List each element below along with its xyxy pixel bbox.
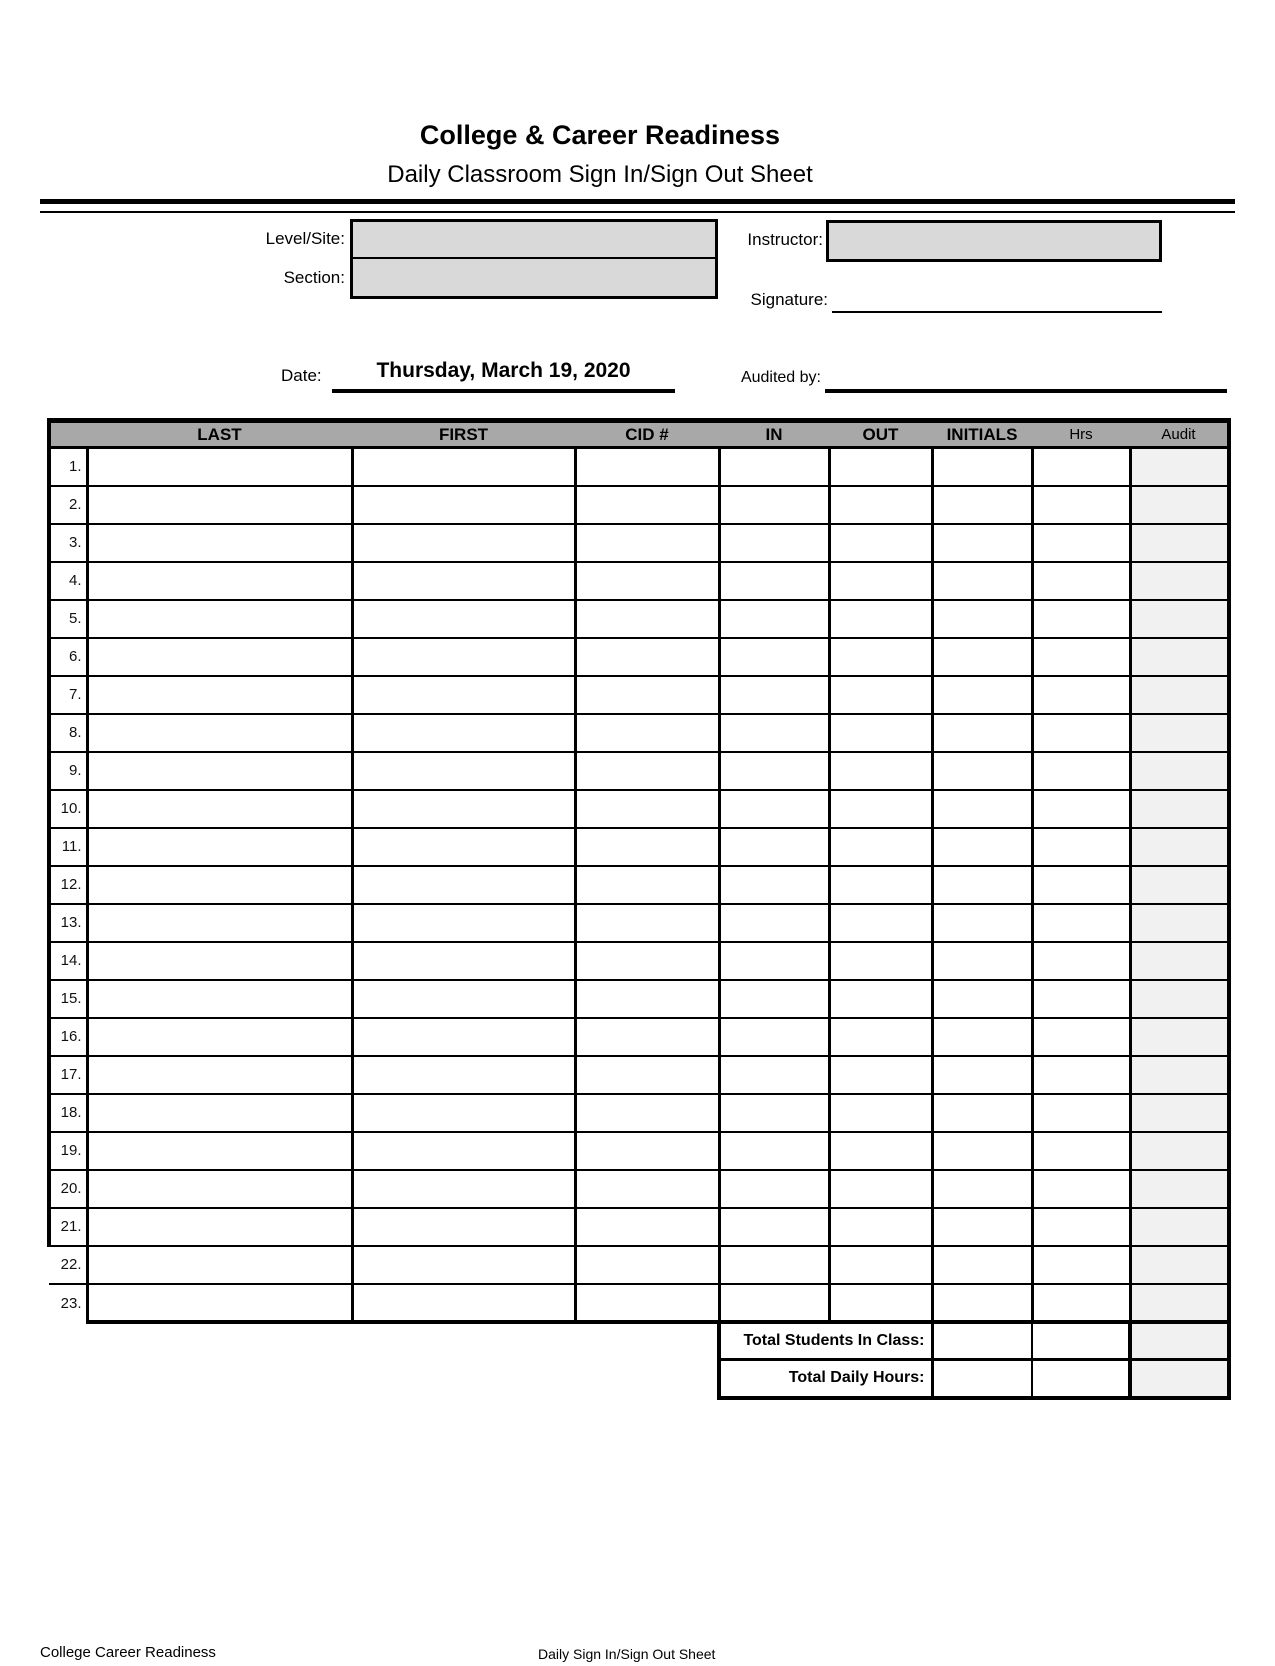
- cell-first[interactable]: [352, 676, 575, 714]
- cell-audit[interactable]: [1130, 1208, 1229, 1246]
- cell-initials[interactable]: [932, 1284, 1032, 1322]
- cell-initials[interactable]: [932, 600, 1032, 638]
- level-site-section-box-group: [350, 219, 718, 299]
- cell-cid[interactable]: [575, 866, 719, 904]
- cell-first[interactable]: [352, 1284, 575, 1322]
- table-row: [49, 1246, 1229, 1284]
- cell-cid[interactable]: [575, 1208, 719, 1246]
- row-number: 20.: [49, 1170, 87, 1208]
- table-row: [49, 866, 1229, 904]
- row-number: 22.: [49, 1246, 87, 1284]
- cell-audit[interactable]: [1130, 448, 1229, 486]
- audited-by-line[interactable]: [825, 389, 1227, 393]
- cell-out[interactable]: [829, 486, 932, 524]
- table-row: [49, 1094, 1229, 1132]
- cell-out[interactable]: [829, 1170, 932, 1208]
- cell-first[interactable]: [352, 1018, 575, 1056]
- cell-initials[interactable]: [932, 1170, 1032, 1208]
- cell-audit[interactable]: [1130, 714, 1229, 752]
- cell-in[interactable]: [719, 600, 829, 638]
- cell-initials[interactable]: [932, 1056, 1032, 1094]
- cell-cid[interactable]: [575, 524, 719, 562]
- cell-cid[interactable]: [575, 1284, 719, 1322]
- cell-initials[interactable]: [932, 828, 1032, 866]
- row-number: 19.: [49, 1132, 87, 1170]
- cell-last[interactable]: [87, 904, 352, 942]
- cell-in[interactable]: [719, 562, 829, 600]
- date-underline: [332, 389, 675, 393]
- cell-hrs[interactable]: [1032, 524, 1130, 562]
- table-row: [49, 980, 1229, 1018]
- cell-hrs[interactable]: [1032, 562, 1130, 600]
- section-label: Section:: [283, 268, 345, 287]
- cell-audit[interactable]: [1130, 828, 1229, 866]
- cell-hrs[interactable]: [1032, 1284, 1130, 1322]
- table-body: [49, 448, 1229, 1398]
- cell-audit[interactable]: [1130, 942, 1229, 980]
- cell-audit[interactable]: [1130, 790, 1229, 828]
- cell-audit[interactable]: [1130, 1132, 1229, 1170]
- cell-out[interactable]: [829, 752, 932, 790]
- total-students-label: Total Students In Class:: [719, 1322, 932, 1360]
- cell-in[interactable]: [719, 1246, 829, 1284]
- cell-in[interactable]: [719, 1208, 829, 1246]
- table-row: [49, 1170, 1229, 1208]
- cell-last[interactable]: [87, 1284, 352, 1322]
- row-number: 2.: [49, 486, 87, 524]
- sign-in-table: [47, 418, 1231, 1400]
- cell-hrs[interactable]: [1032, 714, 1130, 752]
- cell-in[interactable]: [719, 676, 829, 714]
- cell-cid[interactable]: [575, 1170, 719, 1208]
- table-row: [49, 562, 1229, 600]
- cell-out[interactable]: [829, 1208, 932, 1246]
- cell-hrs[interactable]: [1032, 1208, 1130, 1246]
- cell-first[interactable]: [352, 1132, 575, 1170]
- row-number: 6.: [49, 638, 87, 676]
- total-students-value-cell[interactable]: [932, 1322, 1032, 1360]
- cell-first[interactable]: [352, 790, 575, 828]
- cell-in[interactable]: [719, 1132, 829, 1170]
- table-row: [49, 1132, 1229, 1170]
- cell-last[interactable]: [87, 828, 352, 866]
- cell-audit[interactable]: [1130, 600, 1229, 638]
- col-header-in: IN: [719, 421, 829, 448]
- row-number: 4.: [49, 562, 87, 600]
- cell-last[interactable]: [87, 1246, 352, 1284]
- cell-last[interactable]: [87, 1056, 352, 1094]
- table-row: [49, 448, 1229, 486]
- table-row: [49, 752, 1229, 790]
- col-header-hrs: Hrs: [1032, 421, 1130, 448]
- row-number: 5.: [49, 600, 87, 638]
- col-header-out: OUT: [829, 421, 932, 448]
- cell-out[interactable]: [829, 448, 932, 486]
- cell-last[interactable]: [87, 562, 352, 600]
- cell-initials[interactable]: [932, 1018, 1032, 1056]
- total-hours-hrs-cell[interactable]: [1032, 1360, 1130, 1398]
- level-site-field[interactable]: [353, 222, 715, 259]
- row-number: 12.: [49, 866, 87, 904]
- cell-audit[interactable]: [1130, 486, 1229, 524]
- date-value: Thursday, March 19, 2020: [376, 359, 631, 382]
- total-hours-label: Total Daily Hours:: [719, 1360, 932, 1398]
- cell-out[interactable]: [829, 866, 932, 904]
- cell-initials[interactable]: [932, 1208, 1032, 1246]
- cell-initials[interactable]: [932, 638, 1032, 676]
- cell-first[interactable]: [352, 562, 575, 600]
- cell-cid[interactable]: [575, 638, 719, 676]
- cell-first[interactable]: [352, 942, 575, 980]
- cell-out[interactable]: [829, 714, 932, 752]
- table-row: [49, 1018, 1229, 1056]
- row-number: 14.: [49, 942, 87, 980]
- cell-in[interactable]: [719, 904, 829, 942]
- row-number: 23.: [49, 1284, 87, 1322]
- table-row: [49, 1208, 1229, 1246]
- col-header-cid: CID #: [575, 421, 719, 448]
- cell-last[interactable]: [87, 980, 352, 1018]
- col-header-number: [49, 421, 87, 448]
- cell-cid[interactable]: [575, 790, 719, 828]
- cell-first[interactable]: [352, 980, 575, 1018]
- cell-cid[interactable]: [575, 904, 719, 942]
- cell-out[interactable]: [829, 562, 932, 600]
- cell-audit[interactable]: [1130, 524, 1229, 562]
- cell-cid[interactable]: [575, 562, 719, 600]
- cell-in[interactable]: [719, 980, 829, 1018]
- cell-hrs[interactable]: [1032, 1056, 1130, 1094]
- table-row: [49, 486, 1229, 524]
- cell-initials[interactable]: [932, 866, 1032, 904]
- cell-last[interactable]: [87, 524, 352, 562]
- page-subtitle: Daily Classroom Sign In/Sign Out Sheet: [387, 161, 813, 188]
- cell-last[interactable]: [87, 638, 352, 676]
- sign-in-table-container: [47, 418, 1231, 1400]
- cell-cid[interactable]: [575, 1246, 719, 1284]
- cell-out[interactable]: [829, 904, 932, 942]
- cell-audit[interactable]: [1130, 1056, 1229, 1094]
- cell-cid[interactable]: [575, 600, 719, 638]
- cell-audit[interactable]: [1130, 1018, 1229, 1056]
- cell-in[interactable]: [719, 1056, 829, 1094]
- section-field[interactable]: [353, 259, 715, 296]
- level-site-label: Level/Site:: [265, 229, 345, 248]
- table-row: [49, 904, 1229, 942]
- cell-audit[interactable]: [1130, 1170, 1229, 1208]
- cell-initials[interactable]: [932, 714, 1032, 752]
- totals-row-students: [49, 1322, 1229, 1360]
- cell-hrs[interactable]: [1032, 1246, 1130, 1284]
- cell-hrs[interactable]: [1032, 1018, 1130, 1056]
- cell-in[interactable]: [719, 714, 829, 752]
- cell-out[interactable]: [829, 1284, 932, 1322]
- cell-first[interactable]: [352, 600, 575, 638]
- table-row: [49, 790, 1229, 828]
- footer-left-text: College Career Readiness: [40, 1644, 216, 1661]
- cell-audit[interactable]: [1130, 904, 1229, 942]
- total-hours-value-cell[interactable]: [932, 1360, 1032, 1398]
- cell-in[interactable]: [719, 1170, 829, 1208]
- table-row: [49, 638, 1229, 676]
- row-number: 7.: [49, 676, 87, 714]
- cell-last[interactable]: [87, 600, 352, 638]
- cell-last[interactable]: [87, 1170, 352, 1208]
- page-title: College & Career Readiness: [419, 120, 781, 150]
- cell-out[interactable]: [829, 1056, 932, 1094]
- cell-last[interactable]: [87, 790, 352, 828]
- cell-hrs[interactable]: [1032, 1094, 1130, 1132]
- row-number: 10.: [49, 790, 87, 828]
- cell-initials[interactable]: [932, 980, 1032, 1018]
- cell-last[interactable]: [87, 752, 352, 790]
- cell-out[interactable]: [829, 942, 932, 980]
- cell-first[interactable]: [352, 1170, 575, 1208]
- cell-hrs[interactable]: [1032, 486, 1130, 524]
- cell-initials[interactable]: [932, 486, 1032, 524]
- row-number: 17.: [49, 1056, 87, 1094]
- cell-hrs[interactable]: [1032, 828, 1130, 866]
- row-number: 16.: [49, 1018, 87, 1056]
- row-number: 18.: [49, 1094, 87, 1132]
- cell-cid[interactable]: [575, 1056, 719, 1094]
- cell-hrs[interactable]: [1032, 676, 1130, 714]
- cell-initials[interactable]: [932, 676, 1032, 714]
- cell-hrs[interactable]: [1032, 980, 1130, 1018]
- cell-first[interactable]: [352, 752, 575, 790]
- cell-out[interactable]: [829, 1132, 932, 1170]
- cell-cid[interactable]: [575, 486, 719, 524]
- cell-out[interactable]: [829, 676, 932, 714]
- cell-last[interactable]: [87, 486, 352, 524]
- cell-in[interactable]: [719, 1094, 829, 1132]
- cell-initials[interactable]: [932, 1246, 1032, 1284]
- table-row: [49, 1056, 1229, 1094]
- cell-first[interactable]: [352, 1208, 575, 1246]
- cell-initials[interactable]: [932, 1094, 1032, 1132]
- col-header-initials: INITIALS: [932, 421, 1032, 448]
- cell-last[interactable]: [87, 1208, 352, 1246]
- table-row: [49, 524, 1229, 562]
- table-row: [49, 600, 1229, 638]
- cell-in[interactable]: [719, 524, 829, 562]
- cell-cid[interactable]: [575, 676, 719, 714]
- row-number: 15.: [49, 980, 87, 1018]
- cell-first[interactable]: [352, 904, 575, 942]
- col-header-audit: Audit: [1130, 421, 1229, 448]
- cell-out[interactable]: [829, 790, 932, 828]
- totals-row-hours: [49, 1360, 1229, 1398]
- cell-audit[interactable]: [1130, 638, 1229, 676]
- cell-first[interactable]: [352, 866, 575, 904]
- cell-first[interactable]: [352, 714, 575, 752]
- cell-cid[interactable]: [575, 1132, 719, 1170]
- cell-in[interactable]: [719, 638, 829, 676]
- row-number: 13.: [49, 904, 87, 942]
- cell-last[interactable]: [87, 1132, 352, 1170]
- cell-cid[interactable]: [575, 714, 719, 752]
- cell-hrs[interactable]: [1032, 448, 1130, 486]
- table-row: [49, 942, 1229, 980]
- cell-hrs[interactable]: [1032, 904, 1130, 942]
- total-hours-audit-cell[interactable]: [1130, 1360, 1229, 1398]
- cell-audit[interactable]: [1130, 1246, 1229, 1284]
- signature-line[interactable]: [832, 311, 1162, 313]
- cell-audit[interactable]: [1130, 562, 1229, 600]
- cell-initials[interactable]: [932, 942, 1032, 980]
- cell-cid[interactable]: [575, 980, 719, 1018]
- footer-center-text: Daily Sign In/Sign Out Sheet: [538, 1646, 716, 1662]
- date-label: Date:: [281, 366, 322, 385]
- cell-out[interactable]: [829, 1094, 932, 1132]
- cell-out[interactable]: [829, 524, 932, 562]
- cell-in[interactable]: [719, 448, 829, 486]
- col-header-last: LAST: [87, 421, 352, 448]
- totals-filler: [49, 1322, 719, 1360]
- cell-cid[interactable]: [575, 448, 719, 486]
- table-row: [49, 828, 1229, 866]
- cell-audit[interactable]: [1130, 1284, 1229, 1322]
- cell-last[interactable]: [87, 866, 352, 904]
- cell-initials[interactable]: [932, 752, 1032, 790]
- cell-hrs[interactable]: [1032, 942, 1130, 980]
- cell-in[interactable]: [719, 1284, 829, 1322]
- cell-initials[interactable]: [932, 790, 1032, 828]
- cell-hrs[interactable]: [1032, 1170, 1130, 1208]
- cell-out[interactable]: [829, 1246, 932, 1284]
- table-row: [49, 676, 1229, 714]
- cell-out[interactable]: [829, 638, 932, 676]
- cell-in[interactable]: [719, 866, 829, 904]
- cell-out[interactable]: [829, 828, 932, 866]
- cell-cid[interactable]: [575, 752, 719, 790]
- col-header-first: FIRST: [352, 421, 575, 448]
- audited-by-label: Audited by:: [740, 369, 821, 386]
- signature-label: Signature:: [750, 290, 828, 309]
- cell-first[interactable]: [352, 486, 575, 524]
- cell-audit[interactable]: [1130, 752, 1229, 790]
- cell-first[interactable]: [352, 828, 575, 866]
- cell-initials[interactable]: [932, 524, 1032, 562]
- cell-hrs[interactable]: [1032, 866, 1130, 904]
- cell-cid[interactable]: [575, 828, 719, 866]
- cell-last[interactable]: [87, 448, 352, 486]
- cell-hrs[interactable]: [1032, 1132, 1130, 1170]
- cell-initials[interactable]: [932, 562, 1032, 600]
- cell-audit[interactable]: [1130, 676, 1229, 714]
- cell-cid[interactable]: [575, 1018, 719, 1056]
- cell-audit[interactable]: [1130, 866, 1229, 904]
- cell-in[interactable]: [719, 1018, 829, 1056]
- cell-out[interactable]: [829, 1018, 932, 1056]
- cell-cid[interactable]: [575, 1094, 719, 1132]
- totals-filler: [49, 1360, 719, 1398]
- cell-hrs[interactable]: [1032, 752, 1130, 790]
- cell-in[interactable]: [719, 752, 829, 790]
- instructor-field[interactable]: [826, 220, 1162, 262]
- total-students-audit-cell[interactable]: [1130, 1322, 1229, 1360]
- cell-first[interactable]: [352, 1094, 575, 1132]
- table-header-row: [49, 421, 1229, 448]
- table-row: [49, 1284, 1229, 1322]
- cell-first[interactable]: [352, 524, 575, 562]
- cell-first[interactable]: [352, 1056, 575, 1094]
- cell-in[interactable]: [719, 486, 829, 524]
- cell-hrs[interactable]: [1032, 790, 1130, 828]
- row-number: 9.: [49, 752, 87, 790]
- row-number: 21.: [49, 1208, 87, 1246]
- cell-audit[interactable]: [1130, 980, 1229, 1018]
- cell-cid[interactable]: [575, 942, 719, 980]
- cell-initials[interactable]: [932, 448, 1032, 486]
- cell-initials[interactable]: [932, 1132, 1032, 1170]
- cell-last[interactable]: [87, 1094, 352, 1132]
- title-divider-rule: [40, 199, 1235, 213]
- instructor-label: Instructor:: [747, 230, 823, 249]
- cell-hrs[interactable]: [1032, 600, 1130, 638]
- row-number: 3.: [49, 524, 87, 562]
- cell-out[interactable]: [829, 980, 932, 1018]
- cell-in[interactable]: [719, 828, 829, 866]
- cell-last[interactable]: [87, 942, 352, 980]
- cell-last[interactable]: [87, 676, 352, 714]
- row-number: 8.: [49, 714, 87, 752]
- cell-audit[interactable]: [1130, 1094, 1229, 1132]
- cell-out[interactable]: [829, 600, 932, 638]
- row-number: 11.: [49, 828, 87, 866]
- row-number: 1.: [49, 448, 87, 486]
- total-students-hrs-cell[interactable]: [1032, 1322, 1130, 1360]
- cell-first[interactable]: [352, 1246, 575, 1284]
- cell-first[interactable]: [352, 638, 575, 676]
- cell-hrs[interactable]: [1032, 638, 1130, 676]
- cell-in[interactable]: [719, 942, 829, 980]
- cell-last[interactable]: [87, 714, 352, 752]
- table-row: [49, 714, 1229, 752]
- cell-first[interactable]: [352, 448, 575, 486]
- cell-in[interactable]: [719, 790, 829, 828]
- cell-last[interactable]: [87, 1018, 352, 1056]
- cell-initials[interactable]: [932, 904, 1032, 942]
